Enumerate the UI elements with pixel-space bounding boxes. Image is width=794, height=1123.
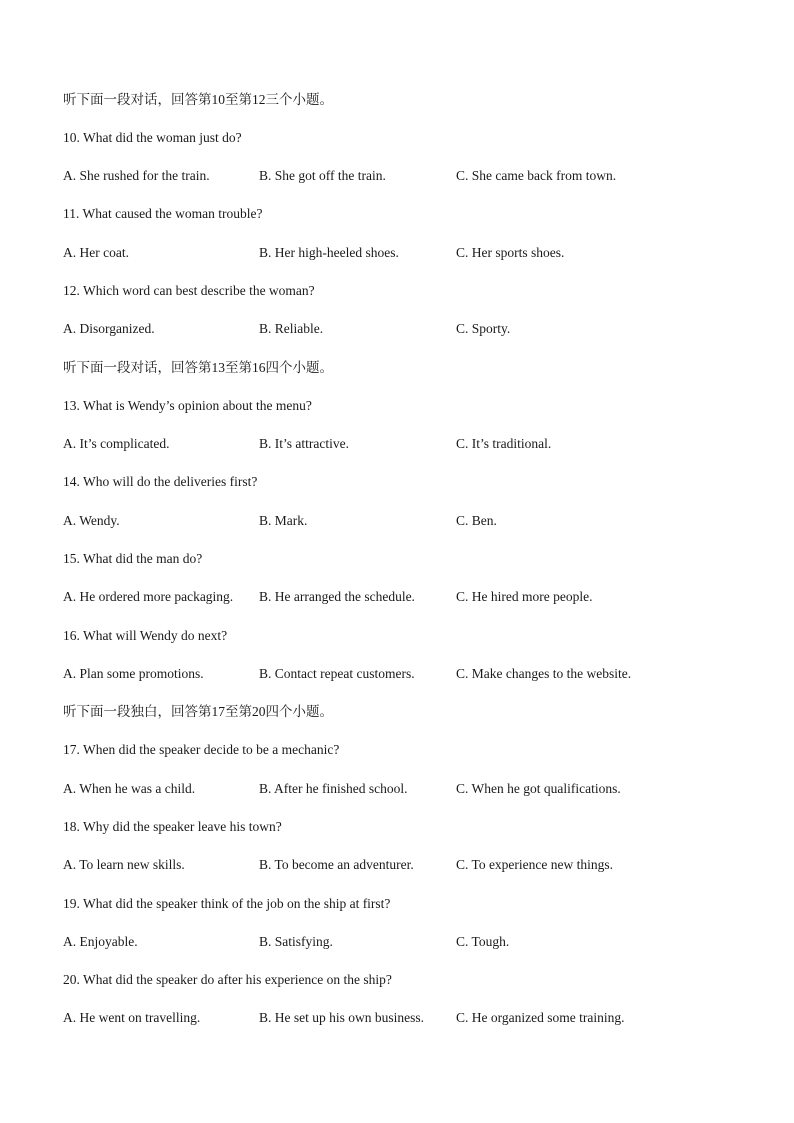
option-c: C. To experience new things.	[456, 857, 614, 872]
option-c: C. Make changes to the website.	[456, 666, 632, 681]
option-a: A. Enjoyable.	[63, 934, 138, 949]
question-stem: 10. What did the woman just do?	[63, 130, 242, 145]
question-stem: 19. What did the speaker think of the job on the ship at first?	[63, 896, 391, 911]
option-a: A. He ordered more packaging.	[63, 589, 234, 604]
section-instruction: 听下面一段对话，回答第10至第12三个小题。	[63, 92, 333, 107]
option-b: B. Satisfying.	[259, 934, 333, 949]
section-instruction: 听下面一段对话，回答第13至第16四个小题。	[63, 360, 333, 375]
option-b: B. After he finished school.	[259, 781, 408, 796]
option-c: C. He organized some training.	[456, 1010, 625, 1025]
option-c: C. Sporty.	[456, 321, 511, 336]
option-c: C. Her sports shoes.	[456, 245, 565, 260]
question-stem: 12. Which word can best describe the woman?	[63, 283, 315, 298]
option-c: C. When he got qualifications.	[456, 781, 621, 796]
option-a: A. It’s complicated.	[63, 436, 170, 451]
question-stem: 20. What did the speaker do after his experience on the ship?	[63, 972, 392, 987]
option-c: C. She came back from town.	[456, 168, 617, 183]
question-stem: 17. When did the speaker decide to be a mechanic?	[63, 742, 340, 757]
option-c: C. Ben.	[456, 513, 497, 528]
option-b: B. Her high-heeled shoes.	[259, 245, 399, 260]
question-stem: 11. What caused the woman trouble?	[63, 206, 263, 221]
option-a: A. Her coat.	[63, 245, 129, 260]
section-instruction: 听下面一段独白，回答第17至第20四个小题。	[63, 704, 333, 719]
option-c: C. He hired more people.	[456, 589, 593, 604]
option-a: A. When he was a child.	[63, 781, 196, 796]
option-a: A. Disorganized.	[63, 321, 155, 336]
option-b: B. Reliable.	[259, 321, 324, 336]
option-b: B. Contact repeat customers.	[259, 666, 415, 681]
option-b: B. He arranged the schedule.	[259, 589, 415, 604]
question-stem: 14. Who will do the deliveries first?	[63, 474, 258, 489]
option-b: B. Mark.	[259, 513, 308, 528]
option-a: A. To learn new skills.	[63, 857, 185, 872]
question-stem: 15. What did the man do?	[63, 551, 203, 566]
question-stem: 18. Why did the speaker leave his town?	[63, 819, 282, 834]
option-b: B. She got off the train.	[259, 168, 386, 183]
option-b: B. He set up his own business.	[259, 1010, 424, 1025]
option-a: A. She rushed for the train.	[63, 168, 210, 183]
option-a: A. Plan some promotions.	[63, 666, 204, 681]
option-c: C. It’s traditional.	[456, 436, 552, 451]
question-stem: 13. What is Wendy’s opinion about the menu?	[63, 398, 312, 413]
option-c: C. Tough.	[456, 934, 510, 949]
option-a: A. Wendy.	[63, 513, 120, 528]
question-stem: 16. What will Wendy do next?	[63, 628, 228, 643]
option-a: A. He went on travelling.	[63, 1010, 201, 1025]
option-b: B. To become an adventurer.	[259, 857, 414, 872]
option-b: B. It’s attractive.	[259, 436, 349, 451]
